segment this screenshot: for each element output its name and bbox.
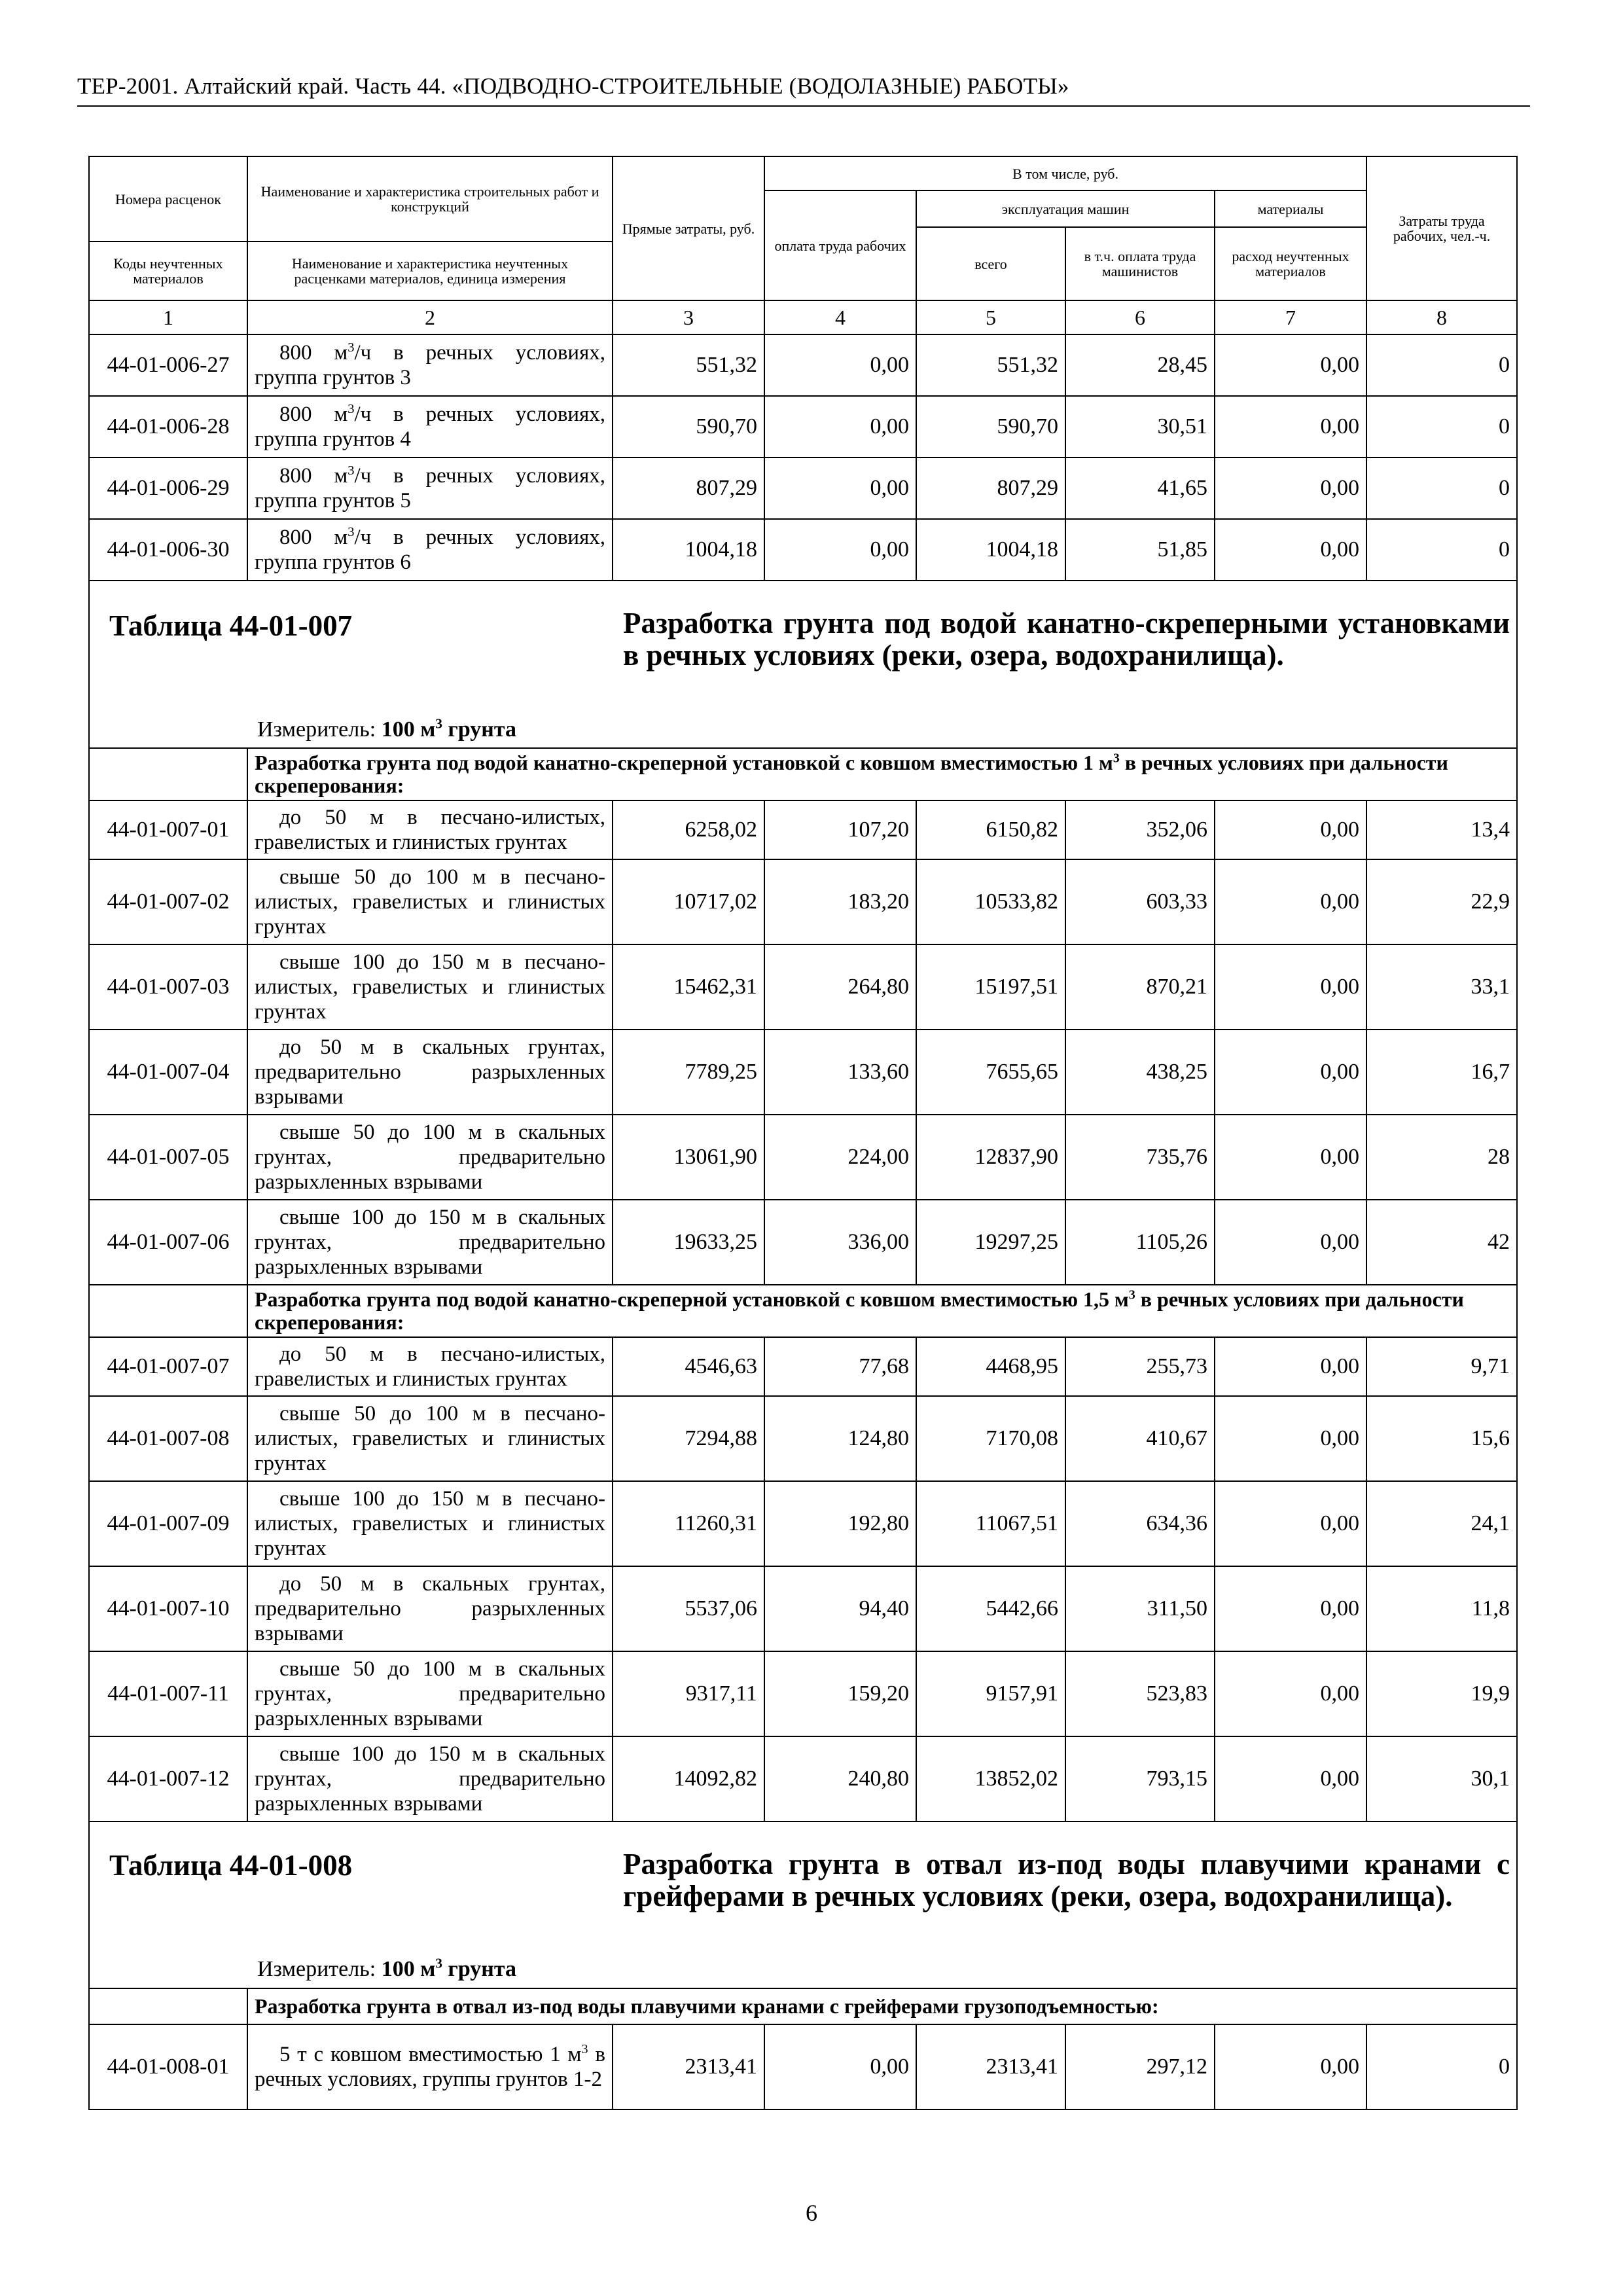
labor: 19,9 — [1366, 1651, 1517, 1736]
header-code-bottom: Коды неучтенных материалов — [89, 242, 247, 300]
wages: 0,00 — [764, 334, 916, 396]
machinist-wages: 30,51 — [1065, 396, 1215, 457]
direct-cost: 807,29 — [613, 457, 764, 519]
rate-code: 44-01-007-12 — [89, 1736, 247, 1821]
materials: 0,00 — [1215, 1566, 1366, 1651]
materials: 0,00 — [1215, 1736, 1366, 1821]
wages: 224,00 — [764, 1115, 916, 1200]
rate-description: 5 т с ковшом вместимостью 1 $м^3$ в речных условиях, группы грунтов 1-2 — [247, 2024, 613, 2109]
direct-cost: 590,70 — [613, 396, 764, 457]
labor: 0 — [1366, 519, 1517, 581]
rate-description: свыше 50 до 100 м в песчано-илистых, гравелистых и глинистых грунтах — [247, 859, 613, 944]
machines-total: 1004,18 — [916, 519, 1065, 581]
labor: 0 — [1366, 334, 1517, 396]
labor: 33,1 — [1366, 944, 1517, 1030]
direct-cost: 14092,82 — [613, 1736, 764, 1821]
rate-description: 800 $м^3/ч$ в речных условиях, группа грунтов 5 — [247, 457, 613, 519]
machines-total: 10533,82 — [916, 859, 1065, 944]
materials: 0,00 — [1215, 1200, 1366, 1285]
rate-code: 44-01-006-28 — [89, 396, 247, 457]
rate-code: 44-01-007-11 — [89, 1651, 247, 1736]
machines-total: 11067,51 — [916, 1481, 1065, 1566]
machinist-wages: 352,06 — [1065, 800, 1215, 859]
machinist-wages: 41,65 — [1065, 457, 1215, 519]
labor: 11,8 — [1366, 1566, 1517, 1651]
header-name-bottom: Наименование и характеристика неучтенных расценками материалов, единица измерения — [247, 242, 613, 300]
rate-code: 44-01-007-06 — [89, 1200, 247, 1285]
rates-table — [88, 156, 1518, 2110]
labor: 0 — [1366, 396, 1517, 457]
rate-description: 800 $м^3/ч$ в речных условиях, группа грунтов 6 — [247, 519, 613, 581]
direct-cost: 10717,02 — [613, 859, 764, 944]
materials: 0,00 — [1215, 519, 1366, 581]
table-008-heading: Разработка грунта в отвал из-под воды плавучими кранами с грейферами в речных условиях (реки, озера, водохранилища). — [623, 1848, 1510, 1912]
rate-description: 800 $м^3/ч$ в речных условиях, группа грунтов 4 — [247, 396, 613, 457]
machines-total: 7655,65 — [916, 1030, 1065, 1115]
direct-cost: 5537,06 — [613, 1566, 764, 1651]
section-row — [89, 1988, 1517, 2024]
column-number: 4 — [764, 300, 916, 334]
wages: 0,00 — [764, 396, 916, 457]
table-row — [89, 457, 1517, 519]
page-number: 6 — [806, 2200, 817, 2226]
wages: 107,20 — [764, 800, 916, 859]
labor: 13,4 — [1366, 800, 1517, 859]
machinist-wages: 603,33 — [1065, 859, 1215, 944]
machines-total: 7170,08 — [916, 1396, 1065, 1481]
rate-description: свыше 100 до 150 м в песчано-илистых, гравелистых и глинистых грунтах — [247, 1481, 613, 1566]
header-rule — [77, 105, 1530, 107]
header-direct: Прямые затраты, руб. — [613, 156, 764, 300]
header-materials-unaccounted: расход неучтенных материалов — [1215, 227, 1366, 300]
machines-total: 19297,25 — [916, 1200, 1065, 1285]
table-row — [89, 859, 1517, 944]
table-row — [89, 1200, 1517, 1285]
machinist-wages: 297,12 — [1065, 2024, 1215, 2109]
labor: 42 — [1366, 1200, 1517, 1285]
machinist-wages: 870,21 — [1065, 944, 1215, 1030]
machines-total: 9157,91 — [916, 1651, 1065, 1736]
machines-total: 6150,82 — [916, 800, 1065, 859]
header-materials: материалы — [1215, 190, 1366, 227]
machines-total: 15197,51 — [916, 944, 1065, 1030]
table-row — [89, 1396, 1517, 1481]
labor: 28 — [1366, 1115, 1517, 1200]
machinist-wages: 634,36 — [1065, 1481, 1215, 1566]
rate-description: до 50 м в песчано-илистых, гравелистых и глинистых грунтах — [247, 1337, 613, 1396]
wages: 0,00 — [764, 519, 916, 581]
rate-code: 44-01-007-04 — [89, 1030, 247, 1115]
direct-cost: 13061,90 — [613, 1115, 764, 1200]
direct-cost: 19633,25 — [613, 1200, 764, 1285]
wages: 124,80 — [764, 1396, 916, 1481]
header-labor: Затраты труда рабочих, чел.-ч. — [1366, 156, 1517, 300]
table-row — [89, 334, 1517, 396]
materials: 0,00 — [1215, 1651, 1366, 1736]
wages: 94,40 — [764, 1566, 916, 1651]
section-row — [89, 748, 1517, 800]
section-row — [89, 1285, 1517, 1337]
direct-cost: 1004,18 — [613, 519, 764, 581]
header-machines-wages: в т.ч. оплата труда машинистов — [1065, 227, 1215, 300]
labor: 16,7 — [1366, 1030, 1517, 1115]
wages: 77,68 — [764, 1337, 916, 1396]
rate-description: свыше 50 до 100 м в скальных грунтах, предварительно разрыхленных взрывами — [247, 1115, 613, 1200]
table-row — [89, 800, 1517, 859]
materials: 0,00 — [1215, 396, 1366, 457]
machines-total: 13852,02 — [916, 1736, 1065, 1821]
labor: 0 — [1366, 457, 1517, 519]
column-number: 3 — [613, 300, 764, 334]
materials: 0,00 — [1215, 1030, 1366, 1115]
section-heading: Разработка грунта под водой канатно-скреперной установкой с ковшом вместимостью 1 $м^3$ в речных условиях при дальности скреперования: — [247, 748, 1517, 800]
rate-code: 44-01-008-01 — [89, 2024, 247, 2109]
labor: 22,9 — [1366, 859, 1517, 944]
direct-cost: 7789,25 — [613, 1030, 764, 1115]
table-row — [89, 1651, 1517, 1736]
materials: 0,00 — [1215, 334, 1366, 396]
table-row — [89, 1736, 1517, 1821]
rate-code: 44-01-007-09 — [89, 1481, 247, 1566]
table-007-heading: Разработка грунта под водой канатно-скреперными установками в речных условиях (реки, озера, водохранилища). — [623, 607, 1510, 672]
wages: 159,20 — [764, 1651, 916, 1736]
labor: 30,1 — [1366, 1736, 1517, 1821]
rate-description: до 50 м в скальных грунтах, предварительно разрыхленных взрывами — [247, 1566, 613, 1651]
wages: 133,60 — [764, 1030, 916, 1115]
table-007-meter: Измеритель: 100 $м^3$ грунта — [257, 715, 517, 742]
rate-code: 44-01-007-08 — [89, 1396, 247, 1481]
header-machines: эксплуатация машин — [916, 190, 1215, 227]
materials: 0,00 — [1215, 457, 1366, 519]
materials: 0,00 — [1215, 800, 1366, 859]
rate-description: свыше 100 до 150 м в скальных грунтах, предварительно разрыхленных взрывами — [247, 1200, 613, 1285]
header-name-top: Наименование и характеристика строительных работ и конструкций — [247, 156, 613, 242]
materials: 0,00 — [1215, 859, 1366, 944]
labor: 24,1 — [1366, 1481, 1517, 1566]
table-row — [89, 1030, 1517, 1115]
wages: 336,00 — [764, 1200, 916, 1285]
wages: 192,80 — [764, 1481, 916, 1566]
table-008-title-block — [89, 1821, 1517, 1988]
wages: 264,80 — [764, 944, 916, 1030]
machinist-wages: 51,85 — [1065, 519, 1215, 581]
table-008-title: Таблица 44-01-008 — [109, 1849, 353, 1882]
rate-code: 44-01-007-03 — [89, 944, 247, 1030]
machinist-wages: 28,45 — [1065, 334, 1215, 396]
column-number: 6 — [1065, 300, 1215, 334]
machinist-wages: 255,73 — [1065, 1337, 1215, 1396]
rate-description: до 50 м в скальных грунтах, предварительно разрыхленных взрывами — [247, 1030, 613, 1115]
column-number: 7 — [1215, 300, 1366, 334]
machinist-wages: 1105,26 — [1065, 1200, 1215, 1285]
wages: 0,00 — [764, 2024, 916, 2109]
table-row — [89, 396, 1517, 457]
direct-cost: 15462,31 — [613, 944, 764, 1030]
table-008-meter: Измеритель: 100 $м^3$ грунта — [257, 1955, 517, 1981]
machinist-wages: 438,25 — [1065, 1030, 1215, 1115]
direct-cost: 4546,63 — [613, 1337, 764, 1396]
rate-description: свыше 50 до 100 м в скальных грунтах, предварительно разрыхленных взрывами — [247, 1651, 613, 1736]
column-number: 1 — [89, 300, 247, 334]
table-row — [89, 1337, 1517, 1396]
header-row-1 — [89, 156, 1517, 190]
machinist-wages: 735,76 — [1065, 1115, 1215, 1200]
header-machines-total: всего — [916, 227, 1065, 300]
labor: 0 — [1366, 2024, 1517, 2109]
machinist-wages: 410,67 — [1065, 1396, 1215, 1481]
machines-total: 12837,90 — [916, 1115, 1065, 1200]
rate-code: 44-01-007-02 — [89, 859, 247, 944]
machinist-wages: 793,15 — [1065, 1736, 1215, 1821]
rate-code: 44-01-007-05 — [89, 1115, 247, 1200]
wages: 183,20 — [764, 859, 916, 944]
column-number: 2 — [247, 300, 613, 334]
column-number: 5 — [916, 300, 1065, 334]
direct-cost: 2313,41 — [613, 2024, 764, 2109]
table-007-title-block — [89, 581, 1517, 748]
table-row — [89, 2024, 1517, 2109]
rate-description: 800 $м^3/ч$ в речных условиях, группа грунтов 3 — [247, 334, 613, 396]
rate-code: 44-01-006-29 — [89, 457, 247, 519]
machines-total: 4468,95 — [916, 1337, 1065, 1396]
rate-description: свыше 100 до 150 м в песчано-илистых, гравелистых и глинистых грунтах — [247, 944, 613, 1030]
machines-total: 5442,66 — [916, 1566, 1065, 1651]
machines-total: 807,29 — [916, 457, 1065, 519]
section-heading: Разработка грунта под водой канатно-скреперной установкой с ковшом вместимостью 1,5 $м^3$ в речных условиях при дальности скреперования: — [247, 1285, 1517, 1337]
direct-cost: 7294,88 — [613, 1396, 764, 1481]
labor: 9,71 — [1366, 1337, 1517, 1396]
table-row — [89, 1566, 1517, 1651]
table-007-title: Таблица 44-01-007 — [109, 609, 353, 642]
header-code-top: Номера расценок — [89, 156, 247, 242]
machinist-wages: 523,83 — [1065, 1651, 1215, 1736]
rate-code: 44-01-006-27 — [89, 334, 247, 396]
labor: 15,6 — [1366, 1396, 1517, 1481]
header-wages: оплата труда рабочих — [764, 190, 916, 300]
direct-cost: 9317,11 — [613, 1651, 764, 1736]
rate-code: 44-01-007-01 — [89, 800, 247, 859]
materials: 0,00 — [1215, 1337, 1366, 1396]
table-row — [89, 1115, 1517, 1200]
table-row — [89, 519, 1517, 581]
direct-cost: 11260,31 — [613, 1481, 764, 1566]
rate-description: свыше 100 до 150 м в скальных грунтах, предварительно разрыхленных взрывами — [247, 1736, 613, 1821]
machines-total: 551,32 — [916, 334, 1065, 396]
rate-code: 44-01-007-07 — [89, 1337, 247, 1396]
table-row — [89, 1481, 1517, 1566]
wages: 0,00 — [764, 457, 916, 519]
direct-cost: 551,32 — [613, 334, 764, 396]
rate-code: 44-01-006-30 — [89, 519, 247, 581]
running-header: ТЕР-2001. Алтайский край. Часть 44. «ПОДВОДНО-СТРОИТЕЛЬНЫЕ (ВОДОЛАЗНЫЕ) РАБОТЫ» — [77, 73, 1069, 99]
rate-code: 44-01-007-10 — [89, 1566, 247, 1651]
machines-total: 590,70 — [916, 396, 1065, 457]
materials: 0,00 — [1215, 1481, 1366, 1566]
header-including: В том числе, руб. — [764, 156, 1366, 190]
machinist-wages: 311,50 — [1065, 1566, 1215, 1651]
materials: 0,00 — [1215, 1396, 1366, 1481]
machines-total: 2313,41 — [916, 2024, 1065, 2109]
materials: 0,00 — [1215, 2024, 1366, 2109]
materials: 0,00 — [1215, 1115, 1366, 1200]
table-row — [89, 944, 1517, 1030]
column-numbers-row — [89, 300, 1517, 334]
section-heading: Разработка грунта в отвал из-под воды плавучими кранами с грейферами грузоподъемностью: — [247, 1988, 1517, 2024]
rate-description: свыше 50 до 100 м в песчано-илистых, гравелистых и глинистых грунтах — [247, 1396, 613, 1481]
wages: 240,80 — [764, 1736, 916, 1821]
direct-cost: 6258,02 — [613, 800, 764, 859]
materials: 0,00 — [1215, 944, 1366, 1030]
rate-description: до 50 м в песчано-илистых, гравелистых и глинистых грунтах — [247, 800, 613, 859]
column-number: 8 — [1366, 300, 1517, 334]
